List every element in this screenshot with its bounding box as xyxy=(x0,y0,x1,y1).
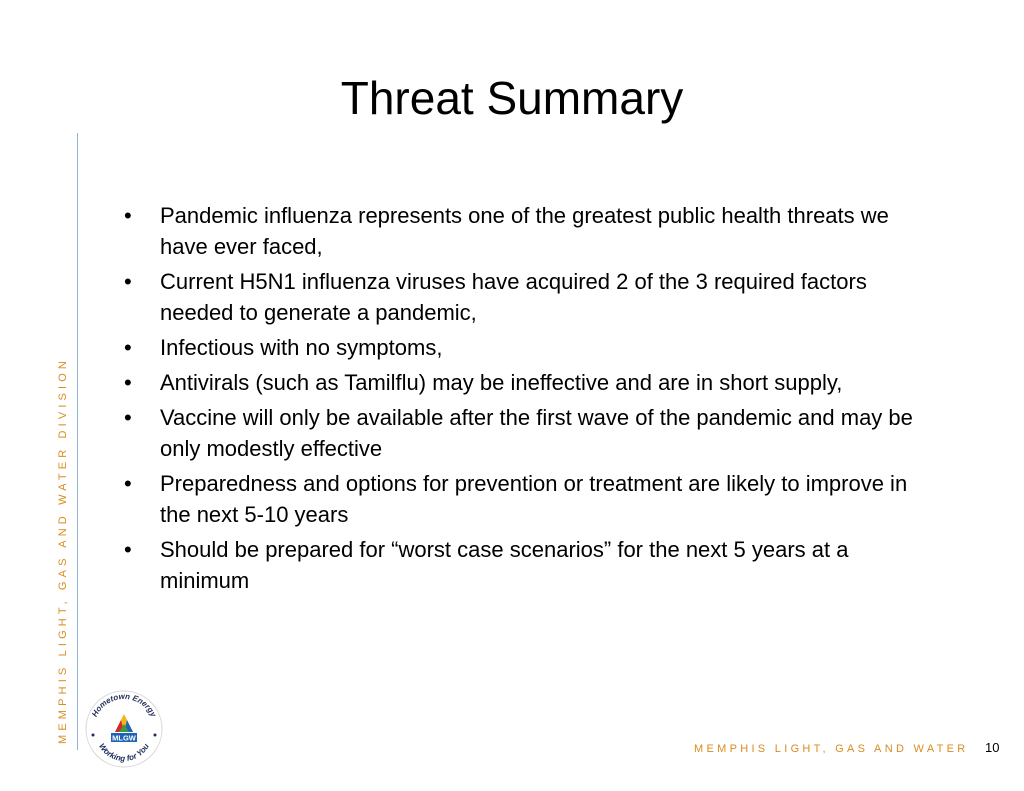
bullet-text: Preparedness and options for prevention or treatment are likely to improve in the next 5-10 years xyxy=(160,471,908,527)
bullet-marker: • xyxy=(124,335,132,360)
bullet-list xyxy=(120,200,940,600)
sidebar-divider xyxy=(77,133,78,750)
logo-top-text: Hometown Energy xyxy=(90,691,158,719)
bullet-marker: • xyxy=(124,203,132,228)
logo-dot-right xyxy=(154,734,157,737)
bullet-item xyxy=(120,367,940,398)
bullet-item xyxy=(120,332,940,363)
bullet-marker: • xyxy=(124,471,132,496)
bullet-item xyxy=(120,468,940,530)
bullet-text: Current H5N1 influenza viruses have acquired 2 of the 3 required factors needed to generate a pandemic, xyxy=(160,269,867,325)
logo-dot-left xyxy=(92,734,95,737)
bullet-text: Should be prepared for “worst case scenarios” for the next 5 years at a minimum xyxy=(160,537,849,593)
page-number: 10 xyxy=(985,740,1000,755)
logo-mark-icon xyxy=(115,714,133,732)
sidebar-org-label: MEMPHIS LIGHT, GAS AND WATER DIVISION xyxy=(57,356,69,744)
mlgw-logo xyxy=(83,688,165,770)
bullet-item xyxy=(120,266,940,328)
bullet-text: Pandemic influenza represents one of the greatest public health threats we have ever faced, xyxy=(160,203,889,259)
bullet-marker: • xyxy=(124,405,132,430)
bullet-text: Vaccine will only be available after the first wave of the pandemic and may be only modestly effective xyxy=(160,405,913,461)
slide-title: Threat Summary xyxy=(340,72,684,124)
logo-bottom-text: Working for You xyxy=(97,741,151,764)
logo-center-text: MLGW xyxy=(112,733,136,743)
footer-org-label: MEMPHIS LIGHT, GAS AND WATER xyxy=(694,743,969,755)
bullet-item xyxy=(120,402,940,464)
bullet-item xyxy=(120,200,940,262)
bullet-marker: • xyxy=(124,269,132,294)
bullet-text: Infectious with no symptoms, xyxy=(160,335,443,360)
bullet-text: Antivirals (such as Tamilflu) may be ineffective and are in short supply, xyxy=(160,370,843,395)
bullet-marker: • xyxy=(124,370,132,395)
bullet-marker: • xyxy=(124,537,132,562)
bullet-item xyxy=(120,534,940,596)
